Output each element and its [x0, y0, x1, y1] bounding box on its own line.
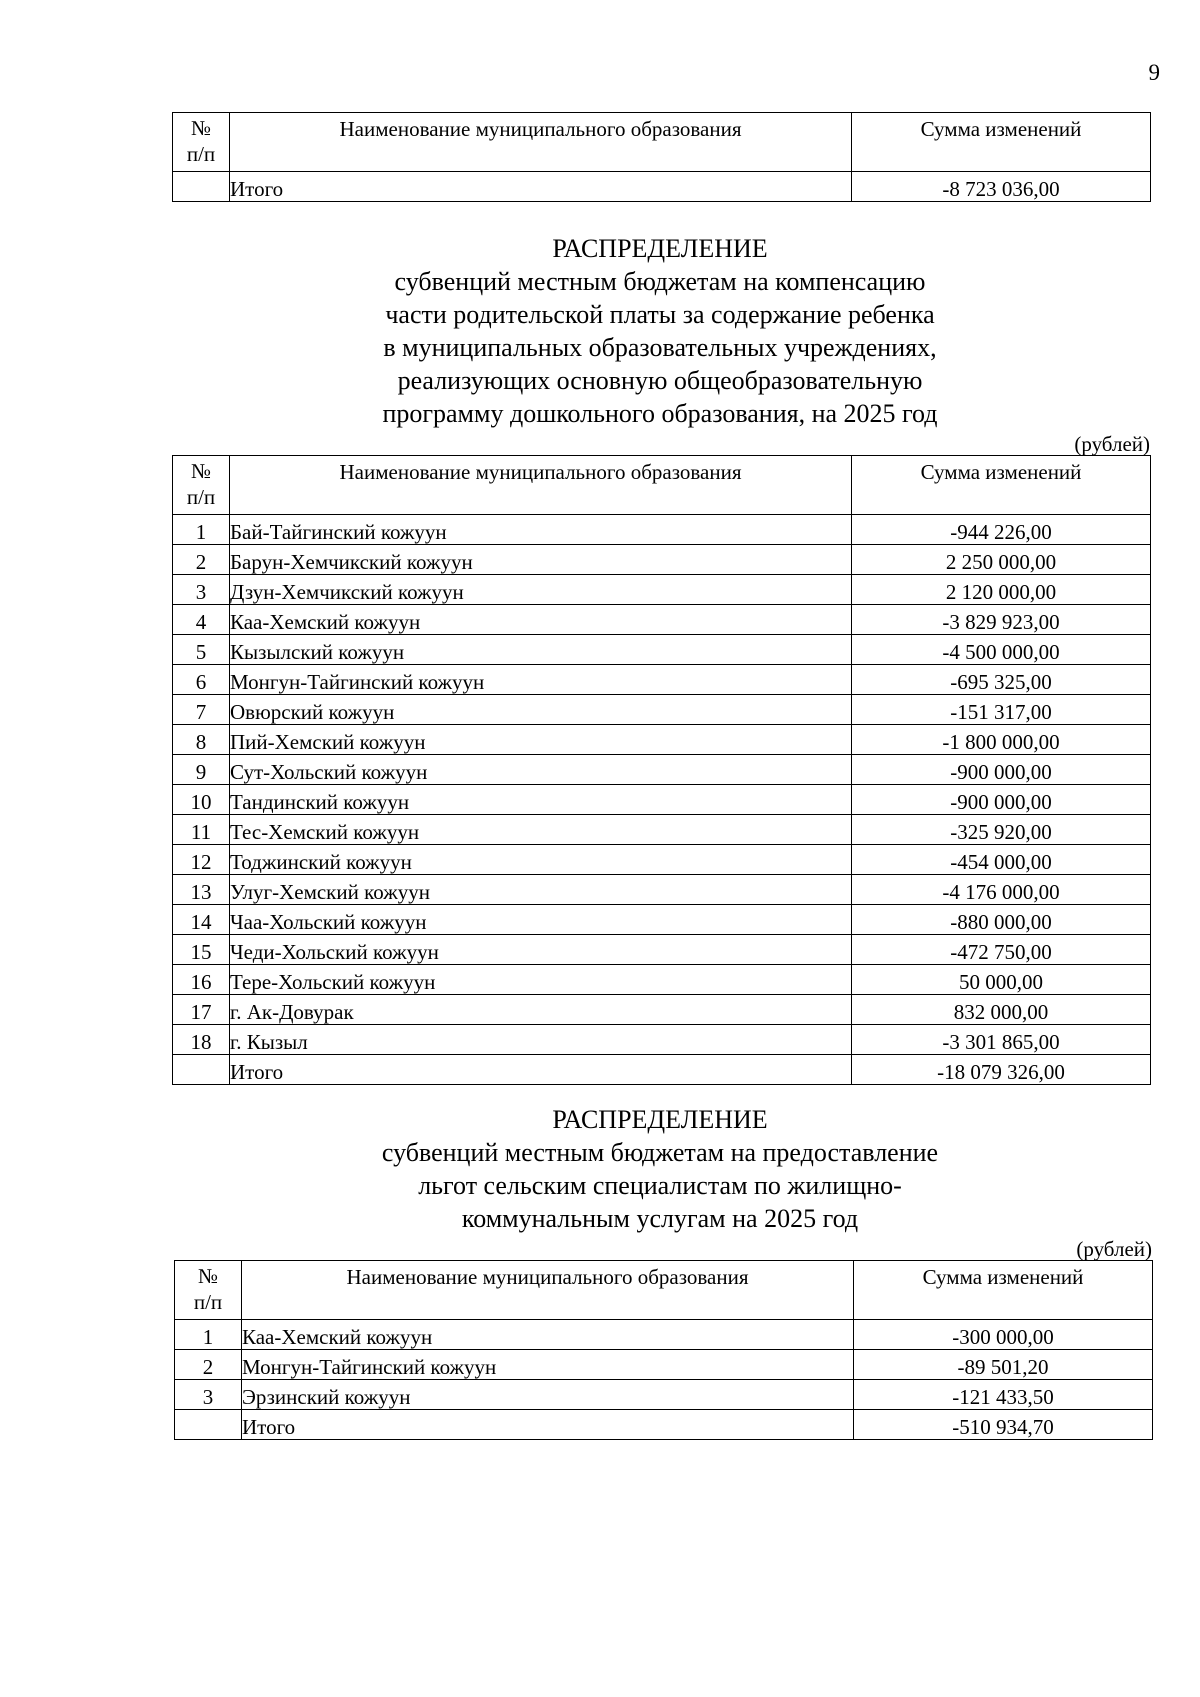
section2-heading: [160, 1103, 1160, 1235]
table-row: 13 Улуг-Хемский кожуун -4 176 000,00: [173, 875, 1151, 905]
section1-subtitle-line: части родительской платы за содержание ребенка: [385, 300, 935, 329]
total-row: [173, 172, 1151, 202]
total-value: -8 723 036,00: [852, 172, 1151, 202]
table-row: 3 Эрзинский кожуун -121 433,50: [175, 1380, 1153, 1410]
section2-subtitle-line: коммунальным услугам на 2025 год: [461, 1204, 859, 1233]
header-name: Наименование муниципального образования: [242, 1261, 854, 1320]
table-row: 1 Бай-Тайгинский кожуун -944 226,00: [173, 515, 1151, 545]
section2-title: РАСПРЕДЕЛЕНИЕ: [552, 1105, 768, 1134]
section1-title: РАСПРЕДЕЛЕНИЕ: [552, 234, 768, 263]
header-number: № п/п: [173, 456, 230, 515]
header-sum: Сумма изменений: [852, 113, 1151, 172]
total-label: Итого: [230, 172, 852, 202]
page-number: 9: [1148, 60, 1160, 85]
table-row: 18 г. Кызыл -3 301 865,00: [173, 1025, 1151, 1055]
table-row: 5 Кызылский кожуун -4 500 000,00: [173, 635, 1151, 665]
table-row: 8 Пий-Хемский кожуун -1 800 000,00: [173, 725, 1151, 755]
total-label: Итого: [230, 1055, 852, 1085]
total-value: -510 934,70: [854, 1410, 1153, 1440]
table-row: 11 Тес-Хемский кожуун -325 920,00: [173, 815, 1151, 845]
section1-units: (рублей): [1074, 432, 1150, 456]
table-row: 2 Монгун-Тайгинский кожуун -89 501,20: [175, 1350, 1153, 1380]
table-row: 7 Овюрский кожуун -151 317,00: [173, 695, 1151, 725]
table-row: 10 Тандинский кожуун -900 000,00: [173, 785, 1151, 815]
section1-table: [172, 455, 1151, 1085]
table-row: 17 г. Ак-Довурак 832 000,00: [173, 995, 1151, 1025]
header-number: № п/п: [173, 113, 230, 172]
section2-units: (рублей): [1076, 1237, 1152, 1261]
table-row: 14 Чаа-Хольский кожуун -880 000,00: [173, 905, 1151, 935]
table-header-row: [173, 456, 1151, 515]
section2-subtitle-line: льгот сельским специалистам по жилищно-: [418, 1171, 902, 1200]
header-number: № п/п: [175, 1261, 242, 1320]
total-label: Итого: [242, 1410, 854, 1440]
section1-heading: [160, 232, 1160, 430]
table-row: 16 Тере-Хольский кожуун 50 000,00: [173, 965, 1151, 995]
table-row: 1 Каа-Хемский кожуун -300 000,00: [175, 1320, 1153, 1350]
table-row: 6 Монгун-Тайгинский кожуун -695 325,00: [173, 665, 1151, 695]
header-name: Наименование муниципального образования: [230, 113, 852, 172]
header-sum: Сумма изменений: [854, 1261, 1153, 1320]
section2-table: [174, 1260, 1153, 1440]
table-row: 9 Сут-Хольский кожуун -900 000,00: [173, 755, 1151, 785]
table-header-row: [175, 1261, 1153, 1320]
section1-subtitle-line: в муниципальных образовательных учреждениях,: [383, 333, 937, 362]
table-row: 15 Чеди-Хольский кожуун -472 750,00: [173, 935, 1151, 965]
total-row: [175, 1410, 1153, 1440]
table-header-row: [173, 113, 1151, 172]
section2-subtitle-line: субвенций местным бюджетам на предоставление: [381, 1138, 939, 1167]
header-name: Наименование муниципального образования: [230, 456, 852, 515]
table-row: 12 Тоджинский кожуун -454 000,00: [173, 845, 1151, 875]
section1-subtitle-line: программу дошкольного образования, на 2025 год: [382, 399, 938, 428]
table-continuation: [172, 112, 1151, 202]
header-sum: Сумма изменений: [852, 456, 1151, 515]
table-row: 3 Дзун-Хемчикский кожуун 2 120 000,00: [173, 575, 1151, 605]
table-row: 2 Барун-Хемчикский кожуун 2 250 000,00: [173, 545, 1151, 575]
section1-subtitle-line: субвенций местным бюджетам на компенсацию: [394, 267, 926, 296]
section1-subtitle-line: реализующих основную общеобразовательную: [397, 366, 923, 395]
table-row: 4 Каа-Хемский кожуун -3 829 923,00: [173, 605, 1151, 635]
total-value: -18 079 326,00: [852, 1055, 1151, 1085]
total-row: [173, 1055, 1151, 1085]
